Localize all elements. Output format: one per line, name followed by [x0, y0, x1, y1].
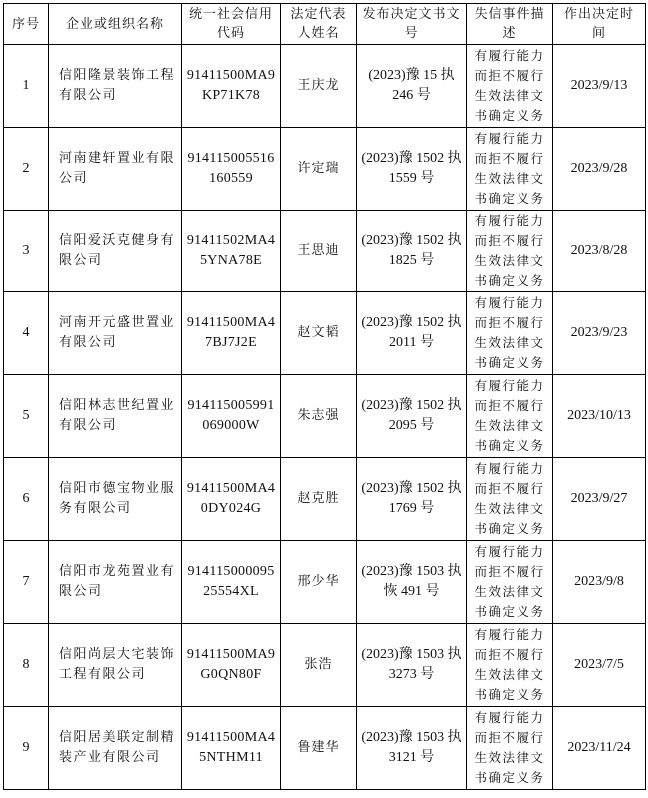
cell-credit-code: 91411500MA40DY024G: [182, 458, 281, 541]
cell-decision-no: (2023)豫 1503 执 3121 号: [357, 707, 467, 790]
dishonest-entities-table: [3, 3, 646, 790]
cell-company: 信阳市龙苑置业有限公司: [49, 541, 182, 624]
cell-company: 河南开元盛世置业有限公司: [49, 292, 182, 375]
cell-event: 有履行能力而拒不履行生效法律文书确定义务: [467, 707, 553, 790]
cell-date: 2023/7/5: [553, 624, 646, 707]
cell-company: 信阳爱沃克健身有限公司: [49, 211, 182, 292]
cell-date: 2023/9/28: [553, 128, 646, 211]
cell-company: 信阳市德宝物业服务有限公司: [49, 458, 182, 541]
cell-date: 2023/8/28: [553, 211, 646, 292]
table-row: [4, 624, 646, 707]
cell-date: 2023/9/27: [553, 458, 646, 541]
cell-index: 1: [4, 45, 49, 128]
cell-decision-no: (2023)豫 15 执 246 号: [357, 45, 467, 128]
cell-index: 8: [4, 624, 49, 707]
table-row: [4, 458, 646, 541]
header-index: 序号: [4, 4, 49, 45]
cell-decision-no: (2023)豫 1502 执 2095 号: [357, 375, 467, 458]
table-row: [4, 45, 646, 128]
cell-legal-rep: 朱志强: [281, 375, 357, 458]
cell-company: 信阳尚层大宅装饰工程有限公司: [49, 624, 182, 707]
header-company: 企业或组织名称: [49, 4, 182, 45]
cell-event: 有履行能力而拒不履行生效法律文书确定义务: [467, 458, 553, 541]
cell-event: 有履行能力而拒不履行生效法律文书确定义务: [467, 45, 553, 128]
cell-legal-rep: 许定瑞: [281, 128, 357, 211]
cell-date: 2023/11/24: [553, 707, 646, 790]
table-row: [4, 211, 646, 292]
cell-index: 9: [4, 707, 49, 790]
cell-event: 有履行能力而拒不履行生效法律文书确定义务: [467, 624, 553, 707]
cell-legal-rep: 赵克胜: [281, 458, 357, 541]
cell-credit-code: 91411500MA9G0QN80F: [182, 624, 281, 707]
header-legal-rep: 法定代表人姓名: [281, 4, 357, 45]
header-decision-no: 发布决定文书文号: [357, 4, 467, 45]
cell-legal-rep: 赵文韬: [281, 292, 357, 375]
cell-date: 2023/9/13: [553, 45, 646, 128]
cell-legal-rep: 王思迪: [281, 211, 357, 292]
table-row: [4, 541, 646, 624]
table-row: [4, 707, 646, 790]
cell-credit-code: 91411500MA45NTHM11: [182, 707, 281, 790]
header-row: [4, 4, 646, 45]
cell-index: 5: [4, 375, 49, 458]
cell-index: 4: [4, 292, 49, 375]
cell-credit-code: 914115005516160559: [182, 128, 281, 211]
cell-decision-no: (2023)豫 1503 执 3273 号: [357, 624, 467, 707]
cell-company: 信阳居美联定制精装产业有限公司: [49, 707, 182, 790]
cell-credit-code: 91411502MA45YNA78E: [182, 211, 281, 292]
cell-legal-rep: 邢少华: [281, 541, 357, 624]
cell-company: 信阳隆景装饰工程有限公司: [49, 45, 182, 128]
cell-event: 有履行能力而拒不履行生效法律文书确定义务: [467, 128, 553, 211]
cell-date: 2023/9/8: [553, 541, 646, 624]
cell-decision-no: (2023)豫 1502 执 1769 号: [357, 458, 467, 541]
cell-decision-no: (2023)豫 1503 执恢 491 号: [357, 541, 467, 624]
cell-event: 有履行能力而拒不履行生效法律文书确定义务: [467, 292, 553, 375]
cell-legal-rep: 王庆龙: [281, 45, 357, 128]
cell-event: 有履行能力而拒不履行生效法律文书确定义务: [467, 541, 553, 624]
cell-credit-code: 91411500009525554XL: [182, 541, 281, 624]
header-credit-code: 统一社会信用代码: [182, 4, 281, 45]
cell-index: 6: [4, 458, 49, 541]
table-row: [4, 128, 646, 211]
cell-credit-code: 91411500MA47BJ7J2E: [182, 292, 281, 375]
cell-decision-no: (2023)豫 1502 执 1825 号: [357, 211, 467, 292]
cell-decision-no: (2023)豫 1502 执 1559 号: [357, 128, 467, 211]
cell-event: 有履行能力而拒不履行生效法律文书确定义务: [467, 375, 553, 458]
cell-index: 7: [4, 541, 49, 624]
cell-event: 有履行能力而拒不履行生效法律文书确定义务: [467, 211, 553, 292]
header-event: 失信事件描 述: [467, 4, 553, 45]
cell-decision-no: (2023)豫 1502 执 2011 号: [357, 292, 467, 375]
cell-credit-code: 914115005991069000W: [182, 375, 281, 458]
table-row: [4, 292, 646, 375]
cell-company: 河南建轩置业有限公司: [49, 128, 182, 211]
cell-credit-code: 91411500MA9KP71K78: [182, 45, 281, 128]
cell-date: 2023/10/13: [553, 375, 646, 458]
cell-company: 信阳林志世纪置业有限公司: [49, 375, 182, 458]
cell-index: 3: [4, 211, 49, 292]
cell-legal-rep: 鲁建华: [281, 707, 357, 790]
cell-legal-rep: 张浩: [281, 624, 357, 707]
header-date: 作出决定时 间: [553, 4, 646, 45]
table-row: [4, 375, 646, 458]
cell-date: 2023/9/23: [553, 292, 646, 375]
cell-index: 2: [4, 128, 49, 211]
